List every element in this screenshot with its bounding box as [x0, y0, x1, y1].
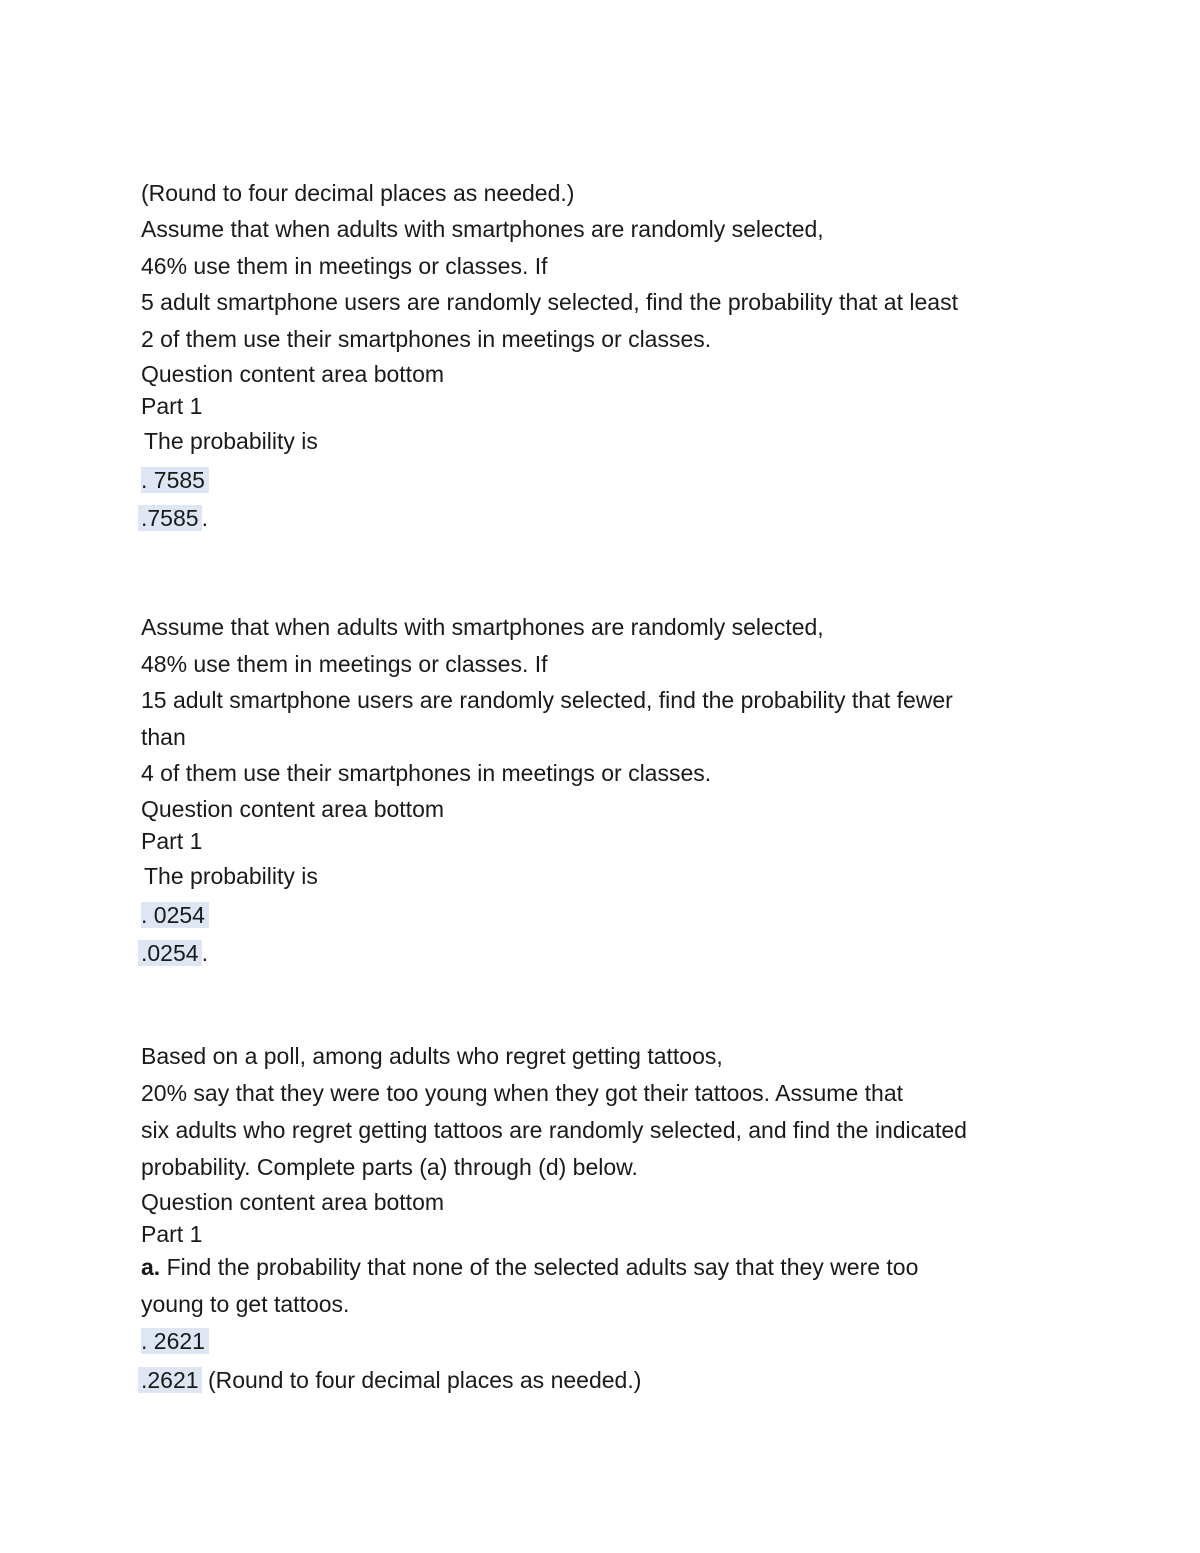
q1-content-area: Question content area bottom — [141, 361, 445, 387]
q2-answer-row — [141, 938, 208, 968]
q3-part-a-label: a. — [141, 1254, 161, 1280]
q2-answer-input[interactable]: . 0254 — [141, 902, 209, 928]
q3-line-2: 20% say that they were too young when they got their tattoos. Assume that — [141, 1080, 904, 1106]
q3-line-3: six adults who regret getting tattoos are randomly selected, and find the indicated — [141, 1117, 967, 1143]
q1-answer-input[interactable]: . 7585 — [141, 467, 209, 493]
q3-line-4: probability. Complete parts (a) through (d) below. — [141, 1154, 638, 1180]
q2-content-area: Question content area bottom — [141, 796, 445, 822]
q3-answer-value[interactable]: .2621 — [138, 1367, 202, 1393]
q3-part-a-question — [141, 1252, 918, 1282]
q3-line-1: Based on a poll, among adults who regret getting tattoos, — [141, 1043, 723, 1069]
q3-answer-row — [141, 1365, 641, 1395]
q1-line-1: Assume that when adults with smartphones are randomly selected, — [141, 216, 824, 242]
q2-part-label: Part 1 — [141, 828, 203, 854]
q3-part-label: Part 1 — [141, 1221, 203, 1247]
q1-answer-value[interactable]: .7585 — [138, 505, 202, 531]
q2-answer-suffix: . — [201, 940, 208, 966]
q1-part-label: Part 1 — [141, 393, 203, 419]
q1-answer-input-row — [141, 465, 209, 495]
q1-line-2: 46% use them in meetings or classes. If — [141, 253, 548, 279]
q1-line-4: 2 of them use their smartphones in meetings or classes. — [141, 326, 712, 352]
q3-answer-input-row — [141, 1326, 209, 1356]
q2-line-2: 48% use them in meetings or classes. If — [141, 651, 548, 677]
q2-line-1: Assume that when adults with smartphones are randomly selected, — [141, 614, 824, 640]
q2-line-5: 4 of them use their smartphones in meetings or classes. — [141, 760, 712, 786]
q3-content-area: Question content area bottom — [141, 1189, 445, 1215]
q1-answer-suffix: . — [201, 505, 208, 531]
q3-part-a-text-2: young to get tattoos. — [141, 1291, 350, 1317]
q1-answer-row — [141, 503, 208, 533]
q2-line-3: 15 adult smartphone users are randomly selected, find the probability that fewer — [141, 687, 953, 713]
q2-answer-input-row — [141, 900, 209, 930]
q1-line-3: 5 adult smartphone users are randomly selected, find the probability that at least — [141, 289, 958, 315]
q2-line-4: than — [141, 724, 186, 750]
q2-prompt: The probability is — [144, 863, 318, 889]
q3-part-a-text: Find the probability that none of the selected adults say that they were too — [160, 1254, 919, 1280]
round-note: (Round to four decimal places as needed.) — [141, 180, 575, 206]
q2-answer-value[interactable]: .0254 — [138, 940, 202, 966]
q1-prompt: The probability is — [144, 428, 318, 454]
q3-answer-suffix: (Round to four decimal places as needed.) — [201, 1367, 642, 1393]
q3-answer-input[interactable]: . 2621 — [141, 1328, 209, 1354]
